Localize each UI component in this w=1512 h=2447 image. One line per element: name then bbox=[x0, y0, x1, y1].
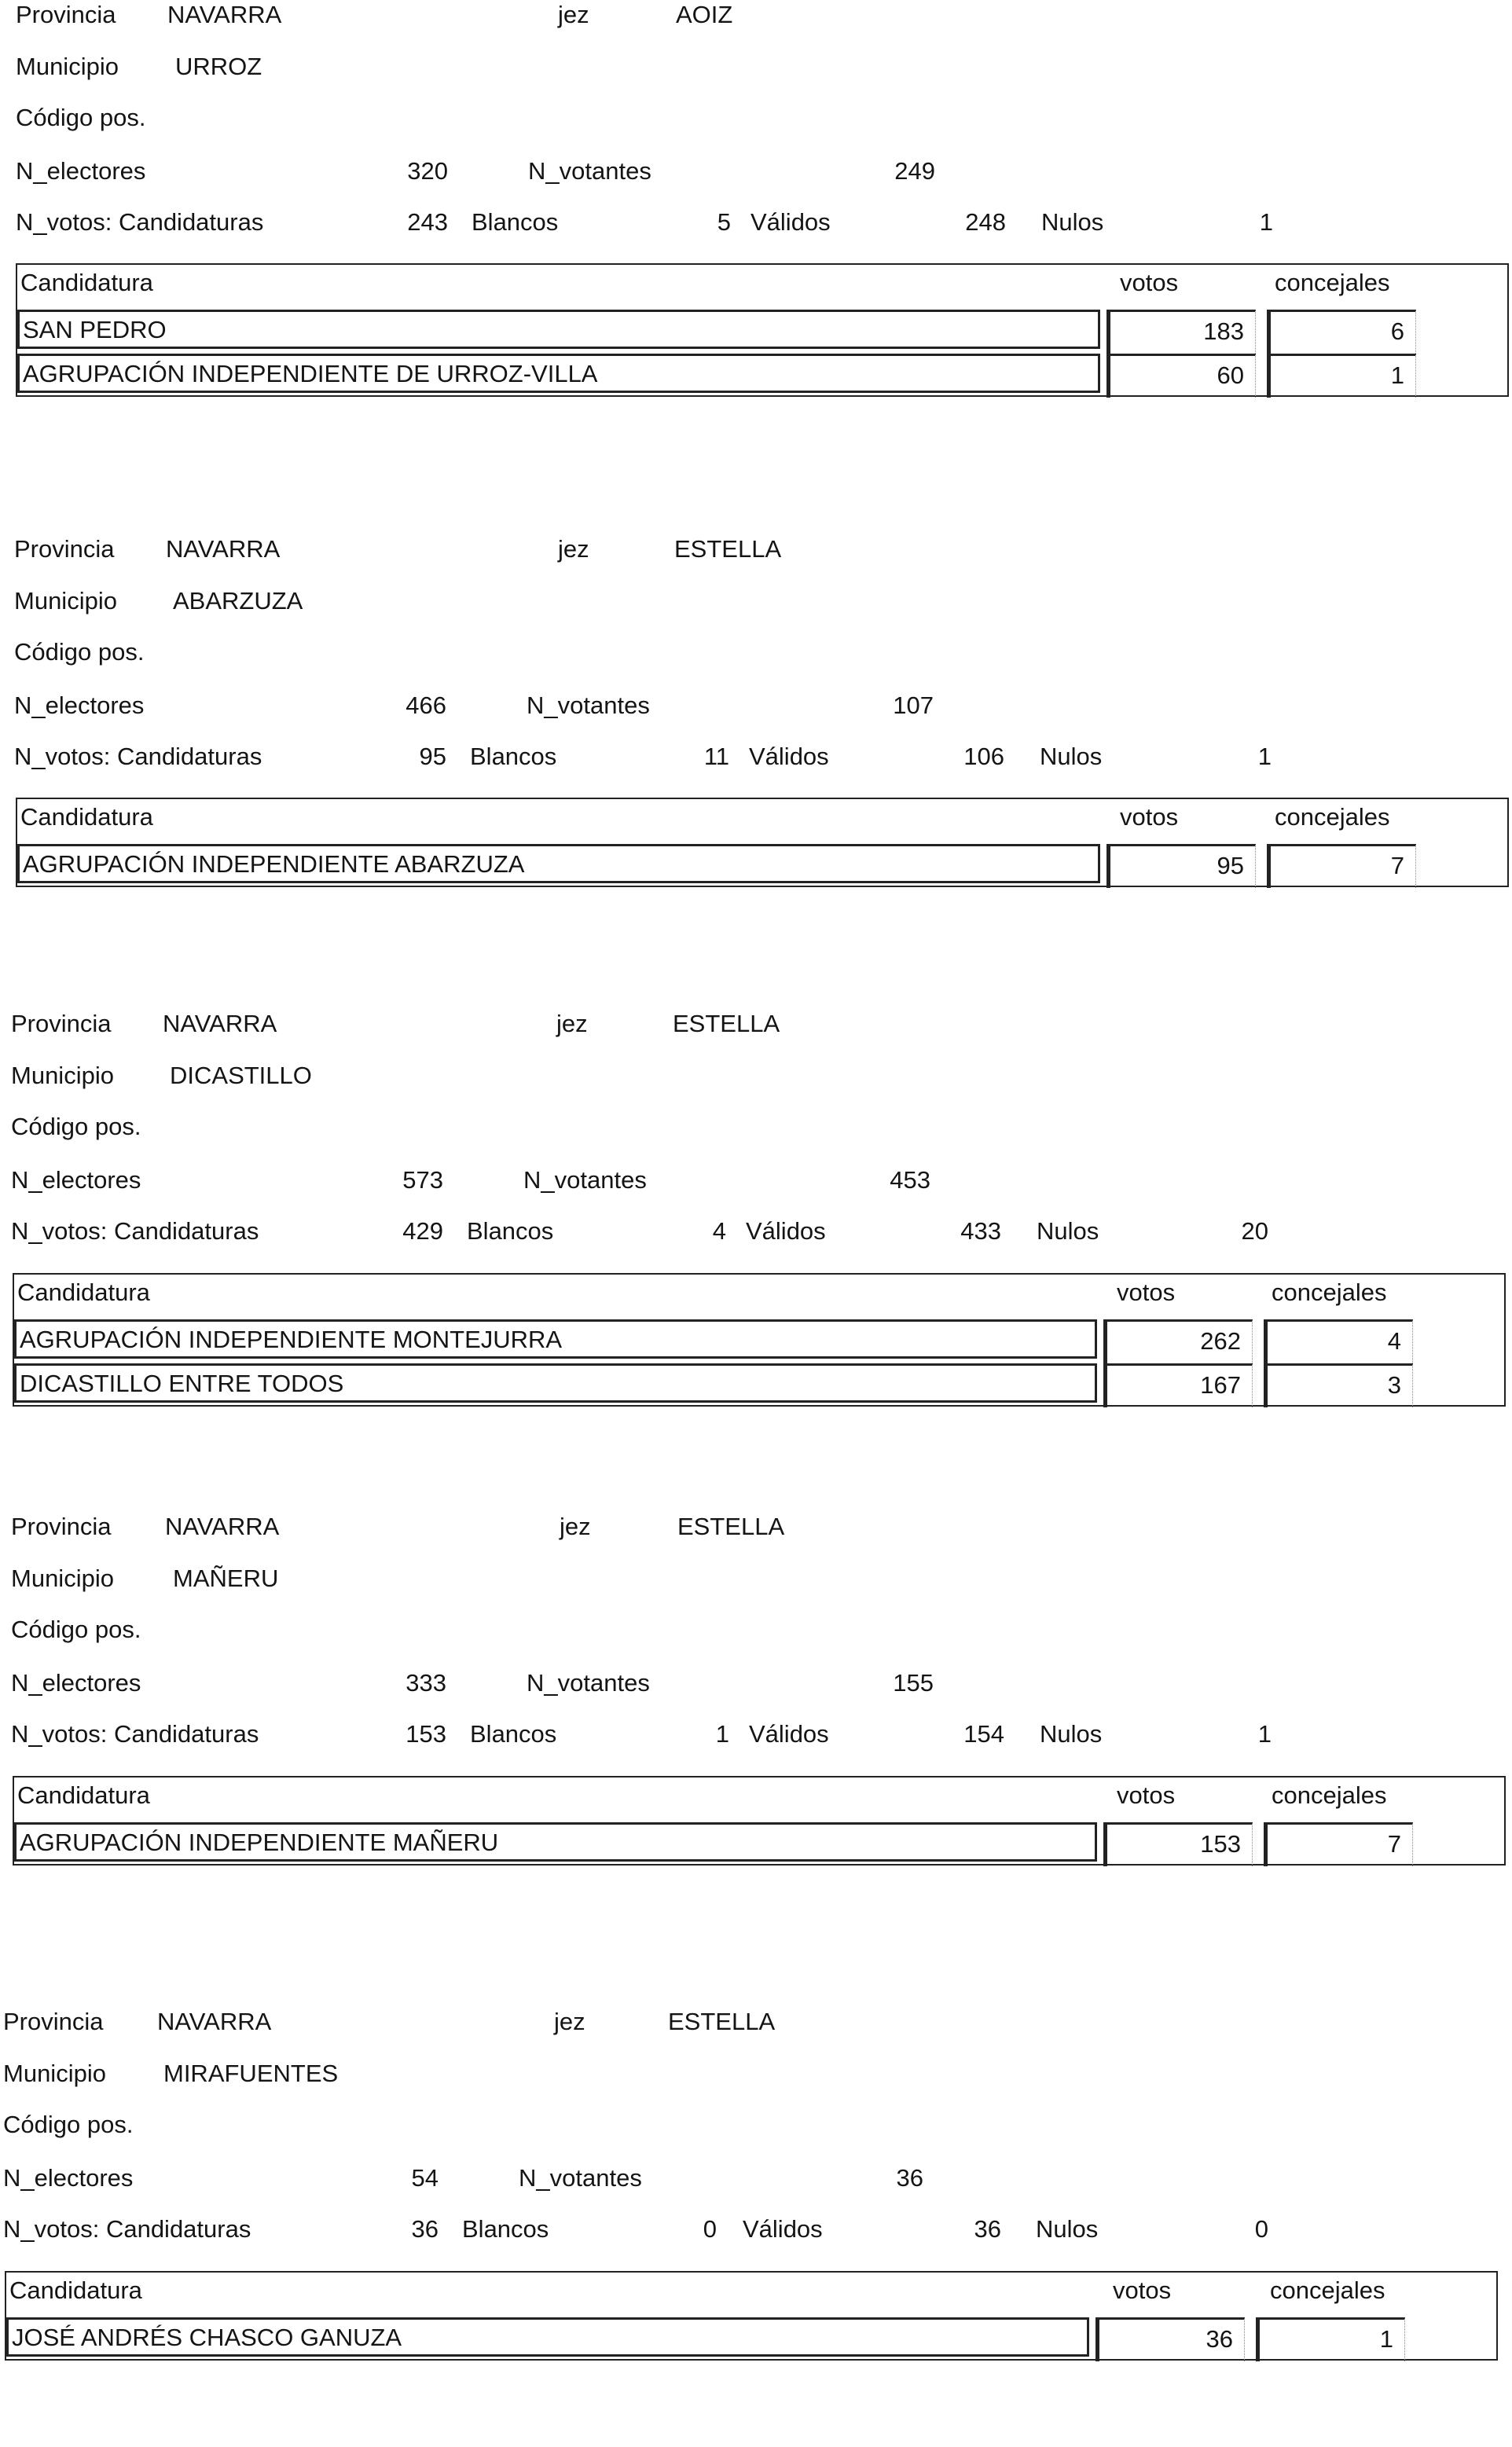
blancos-label: Blancos bbox=[472, 208, 559, 236]
table-row bbox=[6, 2317, 1498, 2361]
nulos-value: 1 bbox=[1257, 1720, 1272, 1748]
candidatura-name: SAN PEDRO bbox=[23, 316, 167, 343]
col-candidatura-header: Candidatura bbox=[20, 269, 153, 296]
votantes-value: 107 bbox=[893, 692, 934, 719]
candidaturas-table bbox=[5, 2271, 1498, 2361]
jez-value: ESTELLA bbox=[674, 535, 782, 563]
nulos-value: 1 bbox=[1257, 743, 1272, 770]
col-votos-header: votos bbox=[1120, 269, 1179, 296]
concejales-value: 4 bbox=[1387, 1327, 1401, 1355]
validos-value: 106 bbox=[963, 743, 1004, 770]
validos-label: Válidos bbox=[743, 2215, 823, 2243]
concejales-value: 1 bbox=[1390, 361, 1404, 389]
votos-label: N_votos: Candidaturas bbox=[11, 1217, 259, 1245]
votantes-value: 249 bbox=[894, 157, 935, 185]
candidatura-name: AGRUPACIÓN INDEPENDIENTE ABARZUZA bbox=[23, 850, 525, 878]
provincia-label: Provincia bbox=[11, 1513, 112, 1540]
votantes-label: N_votantes bbox=[527, 1669, 650, 1697]
blancos-label: Blancos bbox=[467, 1217, 554, 1245]
votos-value: 262 bbox=[1200, 1327, 1241, 1355]
codigo-label: Código pos. bbox=[11, 1113, 141, 1140]
validos-label: Válidos bbox=[746, 1217, 826, 1245]
validos-label: Válidos bbox=[749, 1720, 829, 1748]
candidaturas-value: 36 bbox=[411, 2215, 439, 2243]
candidaturas-table bbox=[13, 1273, 1506, 1407]
votos-label: N_votos: Candidaturas bbox=[11, 1720, 259, 1748]
jez-value: ESTELLA bbox=[677, 1513, 785, 1540]
votos-value: 95 bbox=[1217, 852, 1244, 879]
votos-value: 183 bbox=[1203, 317, 1244, 345]
validos-value: 433 bbox=[960, 1217, 1001, 1245]
provincia-label: Provincia bbox=[16, 1, 116, 28]
jez-value: ESTELLA bbox=[668, 2008, 776, 2035]
record-mirafuentes bbox=[0, 2007, 1512, 2447]
nulos-label: Nulos bbox=[1036, 2215, 1099, 2243]
table-row bbox=[14, 1319, 1506, 1363]
concejales-value: 3 bbox=[1387, 1371, 1401, 1399]
col-concejales-header: concejales bbox=[1275, 269, 1390, 296]
codigo-label: Código pos. bbox=[3, 2111, 134, 2138]
concejales-value: 6 bbox=[1390, 317, 1404, 345]
record-urroz bbox=[0, 0, 1512, 440]
col-candidatura-header: Candidatura bbox=[17, 1781, 150, 1809]
nulos-label: Nulos bbox=[1040, 1720, 1103, 1748]
candidatura-name: AGRUPACIÓN INDEPENDIENTE DE URROZ-VILLA bbox=[23, 360, 598, 387]
municipio-label: Municipio bbox=[3, 2060, 106, 2087]
provincia-value: NAVARRA bbox=[163, 1010, 277, 1037]
concejales-value: 7 bbox=[1387, 1830, 1401, 1858]
candidaturas-table bbox=[16, 263, 1509, 397]
candidaturas-value: 95 bbox=[419, 743, 446, 770]
candidaturas-value: 153 bbox=[406, 1720, 446, 1748]
codigo-label: Código pos. bbox=[16, 104, 146, 131]
blancos-value: 1 bbox=[715, 1720, 729, 1748]
municipio-value: MIRAFUENTES bbox=[163, 2060, 339, 2087]
record-abarzuza bbox=[0, 534, 1512, 974]
col-votos-header: votos bbox=[1117, 1781, 1176, 1809]
municipio-label: Municipio bbox=[11, 1565, 114, 1592]
votos-value: 167 bbox=[1200, 1371, 1241, 1399]
jez-value: AOIZ bbox=[676, 1, 733, 28]
validos-value: 154 bbox=[963, 1720, 1004, 1748]
validos-label: Válidos bbox=[750, 208, 831, 236]
nulos-value: 0 bbox=[1254, 2215, 1268, 2243]
col-candidatura-header: Candidatura bbox=[20, 803, 153, 831]
municipio-value: DICASTILLO bbox=[170, 1062, 312, 1089]
municipio-value: URROZ bbox=[175, 53, 262, 80]
electores-label: N_electores bbox=[14, 692, 145, 719]
jez-label: jez bbox=[554, 2008, 585, 2035]
nulos-value: 1 bbox=[1259, 208, 1273, 236]
validos-label: Válidos bbox=[749, 743, 829, 770]
table-row bbox=[17, 354, 1509, 398]
codigo-label: Código pos. bbox=[14, 638, 145, 666]
candidaturas-value: 429 bbox=[402, 1217, 443, 1245]
nulos-label: Nulos bbox=[1041, 208, 1104, 236]
electores-value: 320 bbox=[407, 157, 448, 185]
votos-value: 36 bbox=[1206, 2325, 1233, 2353]
candidatura-name: AGRUPACIÓN INDEPENDIENTE MAÑERU bbox=[20, 1829, 499, 1856]
blancos-label: Blancos bbox=[462, 2215, 549, 2243]
municipio-label: Municipio bbox=[14, 587, 117, 615]
table-row bbox=[17, 844, 1509, 888]
candidaturas-value: 243 bbox=[407, 208, 448, 236]
provincia-value: NAVARRA bbox=[165, 1513, 280, 1540]
col-candidatura-header: Candidatura bbox=[17, 1279, 150, 1306]
candidatura-name: JOSÉ ANDRÉS CHASCO GANUZA bbox=[12, 2324, 402, 2351]
provincia-label: Provincia bbox=[14, 535, 115, 563]
table-row bbox=[17, 310, 1509, 354]
candidatura-name: AGRUPACIÓN INDEPENDIENTE MONTEJURRA bbox=[20, 1326, 563, 1353]
candidatura-name: DICASTILLO ENTRE TODOS bbox=[20, 1370, 344, 1397]
col-concejales-header: concejales bbox=[1275, 803, 1390, 831]
jez-label: jez bbox=[558, 535, 589, 563]
votos-label: N_votos: Candidaturas bbox=[16, 208, 264, 236]
col-candidatura-header: Candidatura bbox=[9, 2276, 142, 2304]
validos-value: 36 bbox=[974, 2215, 1001, 2243]
col-concejales-header: concejales bbox=[1272, 1279, 1387, 1306]
jez-label: jez bbox=[558, 1, 589, 28]
electores-value: 466 bbox=[406, 692, 446, 719]
provincia-label: Provincia bbox=[11, 1010, 112, 1037]
blancos-value: 11 bbox=[703, 743, 729, 770]
nulos-label: Nulos bbox=[1037, 1217, 1099, 1245]
col-votos-header: votos bbox=[1117, 1279, 1176, 1306]
votantes-label: N_votantes bbox=[519, 2164, 642, 2192]
blancos-value: 4 bbox=[712, 1217, 726, 1245]
votantes-label: N_votantes bbox=[527, 692, 650, 719]
electores-label: N_electores bbox=[11, 1166, 141, 1194]
electores-value: 333 bbox=[406, 1669, 446, 1697]
electores-label: N_electores bbox=[16, 157, 146, 185]
jez-label: jez bbox=[560, 1513, 591, 1540]
table-row bbox=[14, 1822, 1506, 1866]
electores-value: 573 bbox=[402, 1166, 443, 1194]
col-votos-header: votos bbox=[1113, 2276, 1172, 2304]
electores-label: N_electores bbox=[11, 1669, 141, 1697]
votos-value: 153 bbox=[1200, 1830, 1241, 1858]
votos-label: N_votos: Candidaturas bbox=[3, 2215, 251, 2243]
provincia-value: NAVARRA bbox=[157, 2008, 272, 2035]
col-concejales-header: concejales bbox=[1272, 1781, 1387, 1809]
nulos-label: Nulos bbox=[1040, 743, 1103, 770]
votantes-value: 155 bbox=[893, 1669, 934, 1697]
blancos-value: 5 bbox=[717, 208, 731, 236]
nulos-value: 20 bbox=[1241, 1217, 1268, 1245]
blancos-value: 0 bbox=[703, 2215, 717, 2243]
col-votos-header: votos bbox=[1120, 803, 1179, 831]
candidaturas-table bbox=[16, 798, 1509, 887]
record-dicastillo bbox=[0, 1009, 1512, 1449]
blancos-label: Blancos bbox=[470, 743, 557, 770]
jez-value: ESTELLA bbox=[673, 1010, 780, 1037]
municipio-label: Municipio bbox=[11, 1062, 114, 1089]
provincia-value: NAVARRA bbox=[167, 1, 282, 28]
provincia-label: Provincia bbox=[3, 2008, 104, 2035]
concejales-value: 7 bbox=[1390, 852, 1404, 879]
votantes-label: N_votantes bbox=[528, 157, 651, 185]
votos-label: N_votos: Candidaturas bbox=[14, 743, 262, 770]
electores-value: 54 bbox=[411, 2164, 439, 2192]
jez-label: jez bbox=[556, 1010, 588, 1037]
votantes-value: 36 bbox=[896, 2164, 923, 2192]
provincia-value: NAVARRA bbox=[166, 535, 281, 563]
votantes-value: 453 bbox=[890, 1166, 930, 1194]
municipio-value: ABARZUZA bbox=[173, 587, 303, 615]
municipio-value: MAÑERU bbox=[173, 1565, 279, 1592]
candidaturas-table bbox=[13, 1776, 1506, 1866]
blancos-label: Blancos bbox=[470, 1720, 557, 1748]
electores-label: N_electores bbox=[3, 2164, 134, 2192]
concejales-value: 1 bbox=[1379, 2325, 1393, 2353]
col-concejales-header: concejales bbox=[1270, 2276, 1385, 2304]
record-maneru bbox=[0, 1512, 1512, 1952]
votantes-label: N_votantes bbox=[523, 1166, 647, 1194]
municipio-label: Municipio bbox=[16, 53, 119, 80]
validos-value: 248 bbox=[965, 208, 1006, 236]
votos-value: 60 bbox=[1217, 361, 1244, 389]
codigo-label: Código pos. bbox=[11, 1616, 141, 1643]
table-row bbox=[14, 1363, 1506, 1407]
